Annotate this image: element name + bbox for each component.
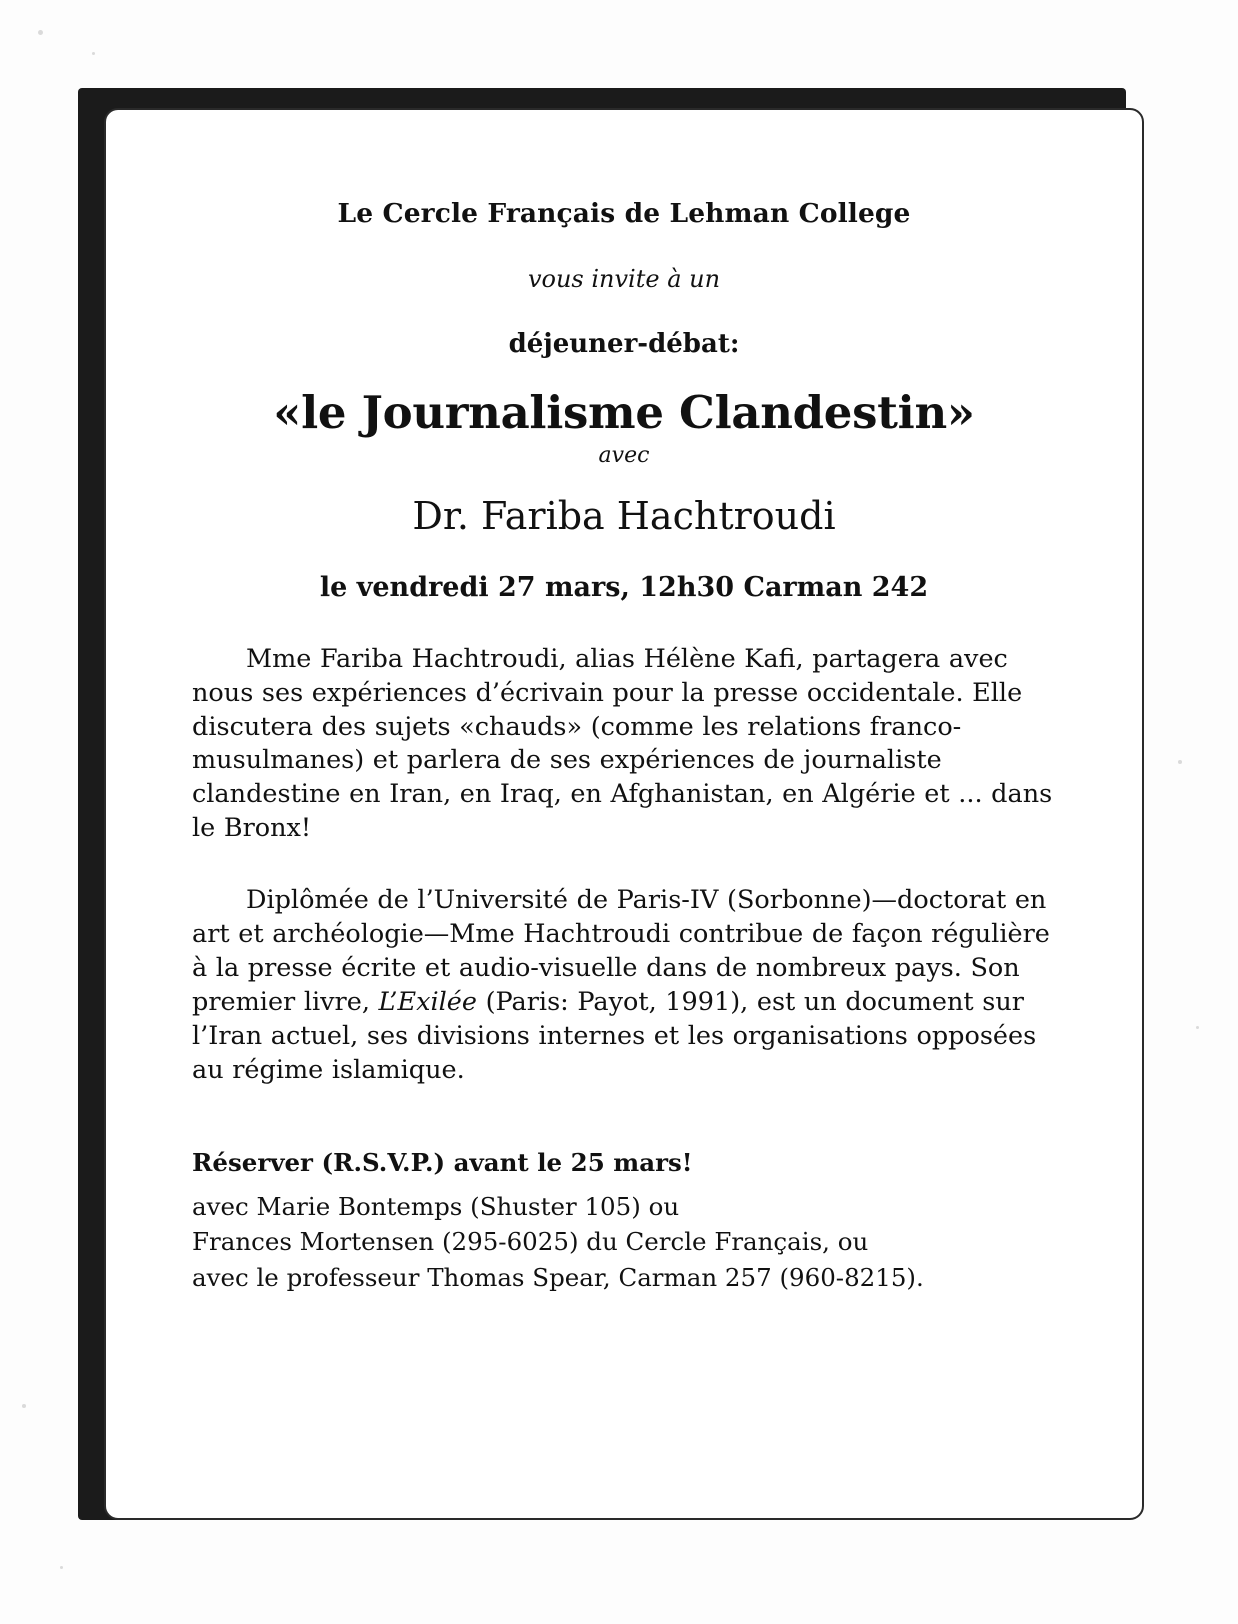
event-kind: déjeuner-débat: — [508, 329, 740, 359]
invitation-content — [106, 110, 1142, 1335]
event-title: «le Journalisme Clandestin» — [273, 386, 975, 439]
speaker-name: Dr. Fariba Hachtroudi — [412, 493, 836, 538]
bio-text-part-2: (Paris: Payot, 1991), est un document sur l’Iran actuel, ses divisions internes et les organisations opposées au régime islamique. — [192, 986, 1037, 1085]
invitation-line: vous invite à un — [527, 265, 721, 293]
rsvp-contact-line-2: Frances Mortensen (295-6025) du Cercle Français, ou — [192, 1227, 869, 1257]
with-label: avec — [598, 442, 650, 468]
description-paragraph-2 — [192, 884, 1056, 1087]
rsvp-contact-line-3: avec le professeur Thomas Spear, Carman 257 (960-8215). — [192, 1262, 924, 1292]
organization-name: Le Cercle Français de Lehman College — [337, 198, 911, 229]
book-title: L’Exilée — [378, 986, 477, 1017]
rsvp-contact-line-1: avec Marie Bontemps (Shuster 105) ou — [192, 1191, 680, 1221]
event-datetime-location: le vendredi 27 mars, 12h30 Carman 242 — [319, 571, 929, 603]
description-paragraph-1: Mme Fariba Hachtroudi, alias Hélène Kafi, partagera avec nous ses expériences d’écrivain pour la presse occidentale. Elle discutera des sujets «chauds» (comme les relations franco-musulmanes) et parlera de ses expériences de journaliste clandestine en Iran, en Iraq, en Afghanistan, en Algérie et ... dans le Bronx! — [192, 643, 1053, 844]
invitation-card — [104, 108, 1144, 1520]
rsvp-heading: Réserver (R.S.V.P.) avant le 25 mars! — [192, 1147, 693, 1177]
bio-text-part-1: Diplômée de l’Université de Paris-IV (Sorbonne)—doctorat en art et archéologie—Mme Hachtroudi contribue de façon régulière à la presse écrite et audio-visuelle dans de nombreux pays. Son premier livre, — [192, 885, 1050, 1017]
